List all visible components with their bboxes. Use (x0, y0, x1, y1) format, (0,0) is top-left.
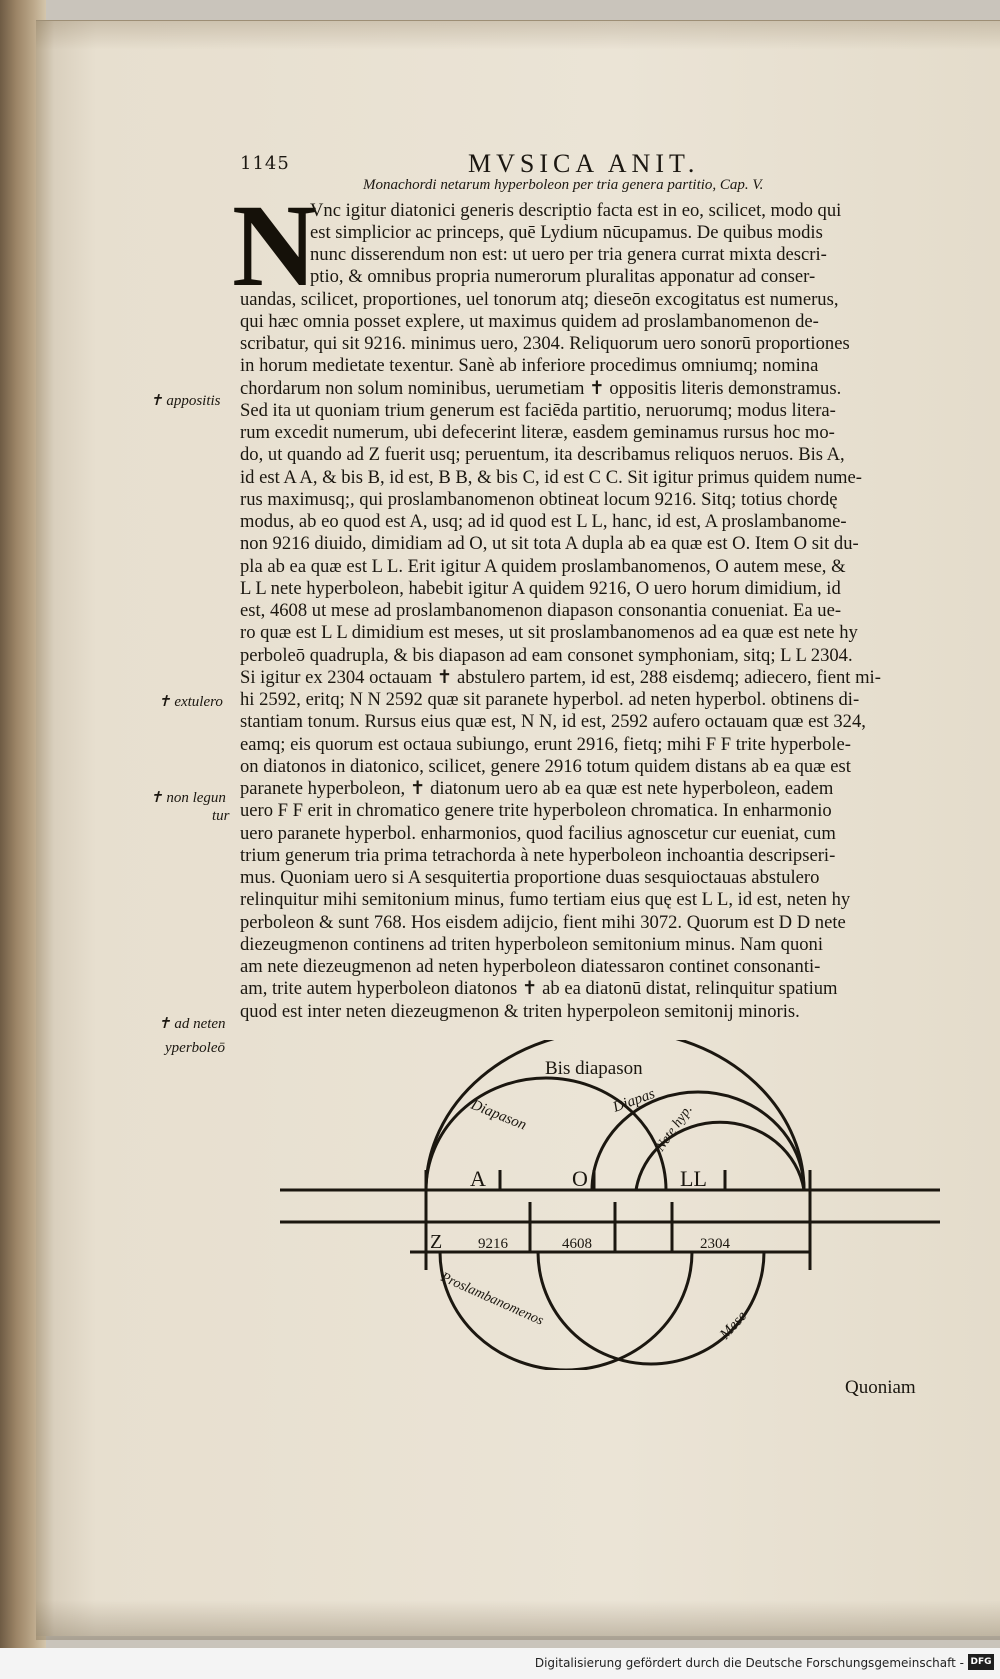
text-line: do, ut quando ad Z fuerit usq; peruentum, ita describamus reliquos neruos. Bis A, (240, 444, 845, 465)
text-line: rum excedit numerum, ubi defecerint literæ, easdem geminamus rursus hoc mo- (240, 422, 835, 443)
text-line: uero paranete hyperbol. enharmonios, quod facilius agnoscetur cur eueniat, cum (240, 823, 836, 844)
margin-note-appositis: ✝ appositis (150, 393, 221, 409)
running-title: MVSICA ANIT. (468, 149, 700, 178)
page-number: 1145 (240, 153, 290, 174)
text-line: nunc disserendum non est: ut uero per tria genera currat mixta descri- (310, 244, 827, 265)
text-line: non 9216 diuido, dimidiam ad O, ut sit tota A dupla ab ea quæ est O. Item O sit du- (240, 533, 859, 554)
chapter-heading: Monachordi netarum hyperboleon per tria genera partitio, Cap. V. (363, 177, 764, 193)
margin-note-ad-neten: ✝ ad neten (158, 1016, 226, 1032)
text-line: pla ab ea quæ est L L. Erit igitur A quidem proslambanomenos, O autem mese, & (240, 556, 846, 577)
text-line: relinquitur mihi semitonium minus, fumo tertiam eius quę est L L, id est, neten hy (240, 889, 851, 910)
text-line: Si igitur ex 2304 octauam ✝ abstulero partem, id est, 288 eisdemq; adiecero, fient mi- (240, 667, 881, 688)
text-line: stantiam tonum. Rursus eius quæ est, N N, id est, 2592 aufero octauam quæ est 324, (240, 711, 866, 732)
mese-arc (538, 1252, 764, 1364)
text-line: chordarum non solum nominibus, uerumetiam ✝ oppositis literis demonstramus. (240, 378, 842, 399)
text-line: uandas, scilicet, proportiones, uel tonorum atq; dieseōn excogitatus est numerus, (240, 289, 839, 310)
drop-cap: N (232, 180, 318, 311)
page-shadow (36, 20, 1000, 50)
page-bottom-edge (36, 1600, 1000, 1640)
text-line: L L nete hyperboleon, habebit igitur A quidem 9216, O uero horum dimidium, id (240, 578, 841, 599)
label-diapason-left: Diapason (468, 1096, 529, 1134)
margin-note-tur: tur (212, 808, 230, 824)
text-line: uero F F erit in chromatico genere trite hyperboleon chromatica. In enharmonio (240, 800, 832, 821)
text-line: eamq; eis quorum est octaua subiungo, erunt 2916, fietq; mihi F F trite hyperbole- (240, 734, 851, 755)
label-bis-diapason: Bis diapason (545, 1058, 643, 1079)
margin-note-non-legun: ✝ non legun (150, 790, 226, 806)
text-line: rus maximusq;, qui proslambanomenon obtineat locum 9216. Sitq; totius chordę (240, 489, 838, 510)
text-line: qui hæc omnia posset explere, ut maximus quidem ad proslambanomenon de- (240, 311, 819, 332)
text-line: modus, ab eo quod est A, usq; ad id quod est L L, hanc, id est, A proslambanome- (240, 511, 847, 532)
text-line: paranete hyperboleon, ✝ diatonum uero ab ea quæ est nete hyperboleon, eadem (240, 778, 834, 799)
text-line: Vnc igitur diatonici generis descriptio facta est in eo, scilicet, modo qui (310, 200, 842, 221)
monochord-diagram (280, 1040, 940, 1370)
text-line: am, trite autem hyperboleon diatonos ✝ ab ea diatonū distat, relinquitur spatium (240, 978, 838, 999)
label-value-9216: 9216 (478, 1236, 508, 1252)
text-line: scribatur, qui sit 9216. minimus uero, 2304. Reliquorum uero sonorū proportiones (240, 333, 850, 354)
label-value-4608: 4608 (562, 1236, 592, 1252)
label-diapason-right: Diapas (610, 1085, 658, 1116)
text-line: est simplicior ac princeps, quē Lydium nūcupamus. De quibus modis (310, 222, 823, 243)
text-line: Sed ita ut quoniam trium generum est faciēda partitio, neruorumq; modus litera- (240, 400, 836, 421)
text-line: perboleō quadrupla, & bis diapason ad eam consonet symphoniam, sitq; L L 2304. (240, 645, 853, 666)
text-line: on diatonos in diatonico, scilicet, genere 2916 totum quidem distans ab ea quæ est (240, 756, 851, 777)
text-line: perboleon & sunt 768. Hos eisdem adijcio, fient mihi 3072. Quorum est D D nete (240, 912, 846, 933)
label-proslambanomenos: Proslambanomenos (438, 1269, 546, 1329)
text-line: ro quæ est L L dimidium est meses, ut sit proslambanomenos ad ea quæ est nete hy (240, 622, 858, 643)
text-line: est, 4608 ut mese ad proslambanomenon diapason consonantia conueniat. Ea ue- (240, 600, 842, 621)
catchword: Quoniam (845, 1377, 916, 1398)
label-ll: LL (680, 1166, 707, 1191)
text-line: in horum medietate texentur. Sanè ab inferiore procedimus omniumq; nomina (240, 355, 819, 376)
text-line: id est A A, & bis B, id est, B B, & bis C, id est C C. Sit igitur primus quidem nume- (240, 467, 862, 488)
text-line: diezeugmenon continens ad triten hyperboleon semitonium minus. Nam quoni (240, 934, 824, 955)
label-z: Z (430, 1231, 443, 1253)
text-line: mus. Quoniam uero si A sesquitertia proportione duas sesquioctauas abstulero (240, 867, 820, 888)
label-nete-hyp: Nete hyp. (652, 1102, 696, 1155)
label-mese: Mese (717, 1308, 751, 1343)
text-line: trium generum tria prima tetrachorda à nete hyperboleon inchoantia descripseri- (240, 845, 836, 866)
text-line: quod est inter neten diezeugmenon & triten hyperpoleon semitonij minoris. (240, 1001, 800, 1022)
label-value-2304: 2304 (700, 1236, 730, 1252)
proslambanomenos-arc (440, 1252, 692, 1370)
margin-note-extulero: ✝ extulero (158, 694, 223, 710)
margin-note-yperboleo: yperboleō (165, 1040, 225, 1056)
dfg-logo-icon: DFG (968, 1654, 994, 1670)
footer-credit: Digitalisierung gefördert durch die Deutsche Forschungsgemeinschaft - (534, 1656, 964, 1670)
text-line: ptio, & omnibus propria numerorum pluralitas apponatur ad conser- (310, 266, 816, 287)
label-o: O (572, 1166, 588, 1191)
text-line: am nete diezeugmenon ad neten hyperboleon diatessaron continet consonanti- (240, 956, 821, 977)
text-line: hi 2592, eritq; N N 2592 quæ sit paranete hyperbol. ad neten hyperbol. obtinens di- (240, 689, 860, 710)
label-a: A (470, 1166, 486, 1191)
